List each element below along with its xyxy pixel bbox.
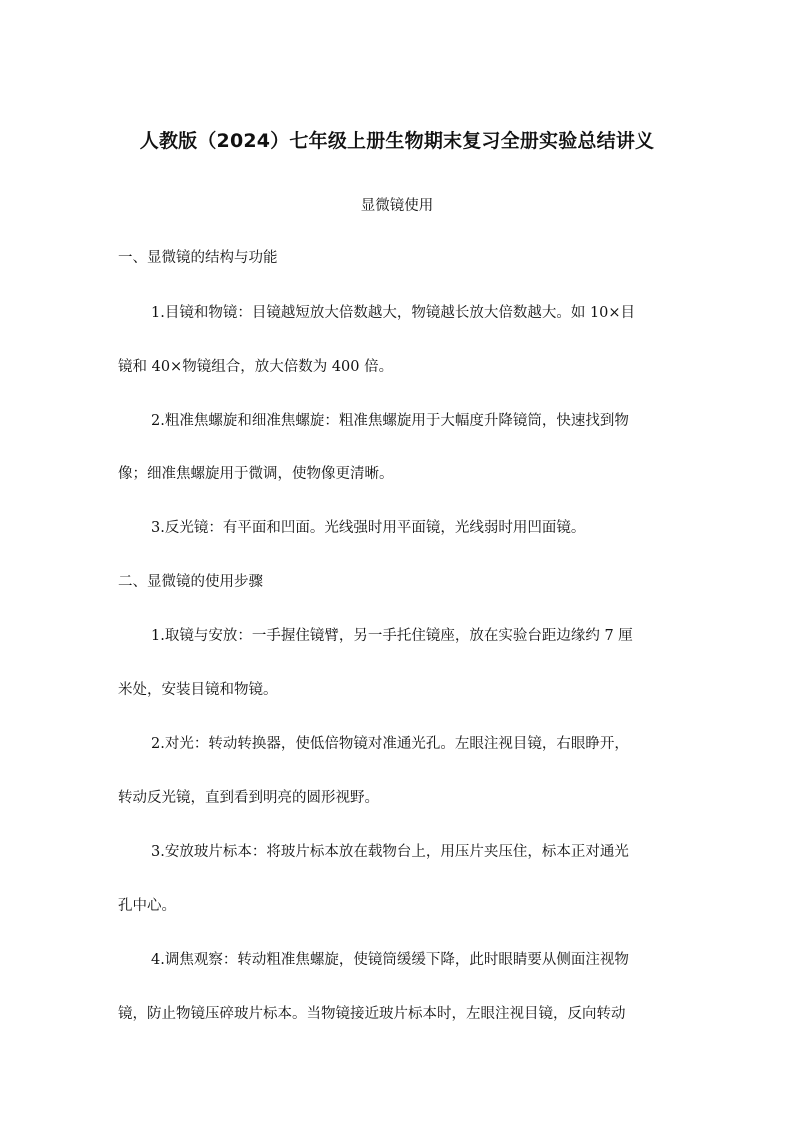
paragraph-line: 1.取镜与安放：一手握住镜臂，另一手托住镜座，放在实验台距边缘约 7 厘 [151,628,633,644]
document-title: 人教版（2024）七年级上册生物期末复习全册实验总结讲义 [139,130,655,152]
paragraph-line: 像；细准焦螺旋用于微调，使物像更清晰。 [118,466,394,482]
paragraph-line: 转动反光镜，直到看到明亮的圆形视野。 [118,790,379,806]
paragraph-line: 3.安放玻片标本：将玻片标本放在载物台上，用压片夹压住，标本正对通光 [151,844,629,860]
paragraph-line: 2.粗准焦螺旋和细准焦螺旋：粗准焦螺旋用于大幅度升降镜筒，快速找到物 [151,413,629,429]
paragraph-line: 2.对光：转动转换器，使低倍物镜对准通光孔。左眼注视目镜，右眼睁开， [151,736,629,752]
paragraph-line: 米处，安装目镜和物镜。 [118,682,278,698]
section-subtitle: 显微镜使用 [360,198,434,214]
paragraph-line: 镜，防止物镜压碎玻片标本。当物镜接近玻片标本时，左眼注视目镜，反向转动 [118,1006,626,1022]
section-heading: 一、显微镜的结构与功能 [118,250,278,266]
paragraph-line: 孔中心。 [118,898,176,914]
section-heading: 二、显微镜的使用步骤 [118,574,263,590]
paragraph-line: 镜和 40×物镜组合，放大倍数为 400 倍。 [118,359,394,375]
paragraph-line: 4.调焦观察：转动粗准焦螺旋，使镜筒缓缓下降，此时眼睛要从侧面注视物 [151,952,629,968]
paragraph-line: 3.反光镜：有平面和凹面。光线强时用平面镜，光线弱时用凹面镜。 [151,520,586,536]
paragraph-line: 1.目镜和物镜：目镜越短放大倍数越大，物镜越长放大倍数越大。如 10×目 [151,305,636,321]
